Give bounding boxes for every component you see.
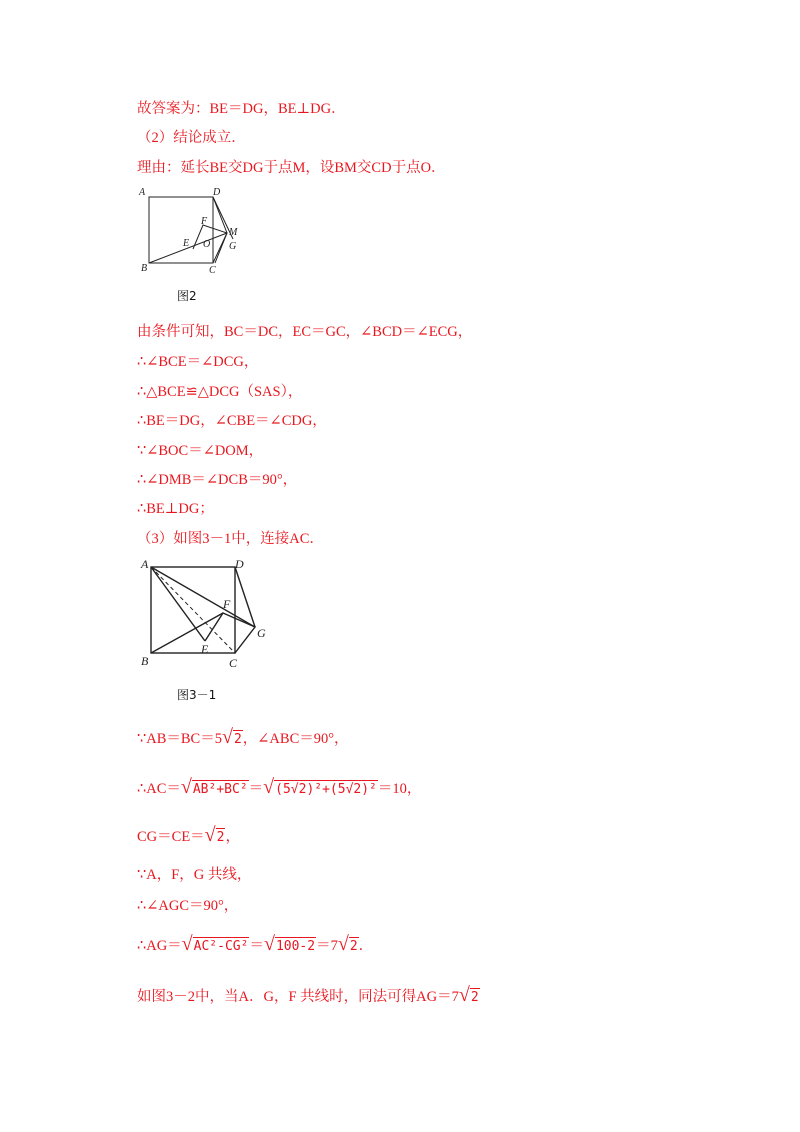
- step-congruent: ∴△BCE≌△DCG（SAS），: [137, 384, 303, 400]
- fig2-label-g: G: [229, 241, 237, 252]
- fig2-label-o: O: [203, 239, 211, 250]
- fig2-label-m: M: [229, 227, 238, 238]
- part3-heading: （3）如图3－1中，连接AC．: [137, 531, 324, 547]
- step-ab-bc: [137, 728, 349, 749]
- figure-2-caption: 图2: [177, 289, 197, 303]
- step-ag: [137, 935, 373, 956]
- fig2-label-b: B: [141, 263, 148, 274]
- fig2-label-f: F: [201, 216, 208, 227]
- fig3-label-c: C: [229, 656, 238, 670]
- sqrt-ab-bc: √AB²+BC²: [180, 776, 248, 798]
- step-boc-dom: ∵∠BOC＝∠DOM，: [137, 443, 264, 459]
- step-be-dg: ∴BE＝DG，∠CBE＝∠CDG，: [137, 413, 327, 429]
- final-line: [137, 986, 480, 1007]
- fig2-label-d: D: [213, 187, 221, 198]
- step-dmb: ∴∠DMB＝∠DCB＝90°，: [137, 472, 298, 488]
- step-collinear: ∵A，F，G 共线，: [137, 867, 252, 883]
- abc-angle-text: ，∠ABC＝90°，: [242, 731, 349, 747]
- fig3-label-b: B: [141, 654, 149, 668]
- fig2-label-e: E: [183, 238, 190, 249]
- ag-text: ∴AG＝: [137, 938, 182, 954]
- sqrt-2-d: √2: [458, 984, 479, 1006]
- sqrt-2-a: √2: [221, 726, 242, 748]
- part2-heading: （2）结论成立．: [137, 130, 246, 146]
- eq-sign-1: ＝: [248, 781, 264, 797]
- sqrt-2-b: √2: [204, 824, 225, 846]
- eq-sign-2: ＝: [249, 938, 264, 954]
- condition-line: 由条件可知，BC＝DC，EC＝GC，∠BCD＝∠ECG，: [137, 324, 473, 340]
- step-agc: ∴∠AGC＝90°，: [137, 898, 239, 914]
- fig2-label-a: A: [139, 187, 146, 198]
- answer-line: 故答案为：BE＝DG，BE⊥DG．: [137, 101, 346, 117]
- fig3-label-g: G: [257, 626, 266, 640]
- ab-bc-text: ∵AB＝BC＝5: [137, 731, 222, 747]
- figure-3-1-caption: 图3－1: [177, 688, 217, 702]
- step-bce-dcg: ∴∠BCE＝∠DCG，: [137, 354, 259, 370]
- sqrt-ac-cg: √AC²-CG²: [181, 933, 249, 955]
- comma: ，: [225, 829, 240, 845]
- final-text: 如图3－2中，当A．G，F 共线时，同法可得AG＝7: [137, 989, 459, 1005]
- step-ac: [137, 778, 421, 799]
- step-perp: ∴BE⊥DG；: [137, 501, 214, 517]
- fig3-label-f: F: [223, 597, 231, 611]
- fig3-label-d: D: [235, 557, 244, 571]
- fig2-label-c: C: [209, 265, 216, 275]
- figure-2-diagram: [137, 183, 247, 275]
- figure-3-1-diagram: [137, 555, 277, 673]
- step-cg-ce: [137, 826, 240, 847]
- fig3-label-a: A: [141, 557, 149, 571]
- cg-ce-text: CG＝CE＝: [137, 829, 205, 845]
- fig3-label-e: E: [201, 642, 209, 656]
- ac-text: ∴AC＝: [137, 781, 181, 797]
- reason-line: 理由：延长BE交DG于点M，设BM交CD于点O．: [137, 160, 446, 176]
- ac-result: ＝10，: [377, 781, 422, 797]
- period: ．: [358, 938, 374, 954]
- sqrt-2-c: √2: [337, 933, 358, 955]
- sqrt-big: √(5√2)²+(5√2)²: [263, 776, 377, 798]
- ag-result: ＝7: [316, 938, 338, 954]
- sqrt-100-2: √100-2: [263, 933, 316, 955]
